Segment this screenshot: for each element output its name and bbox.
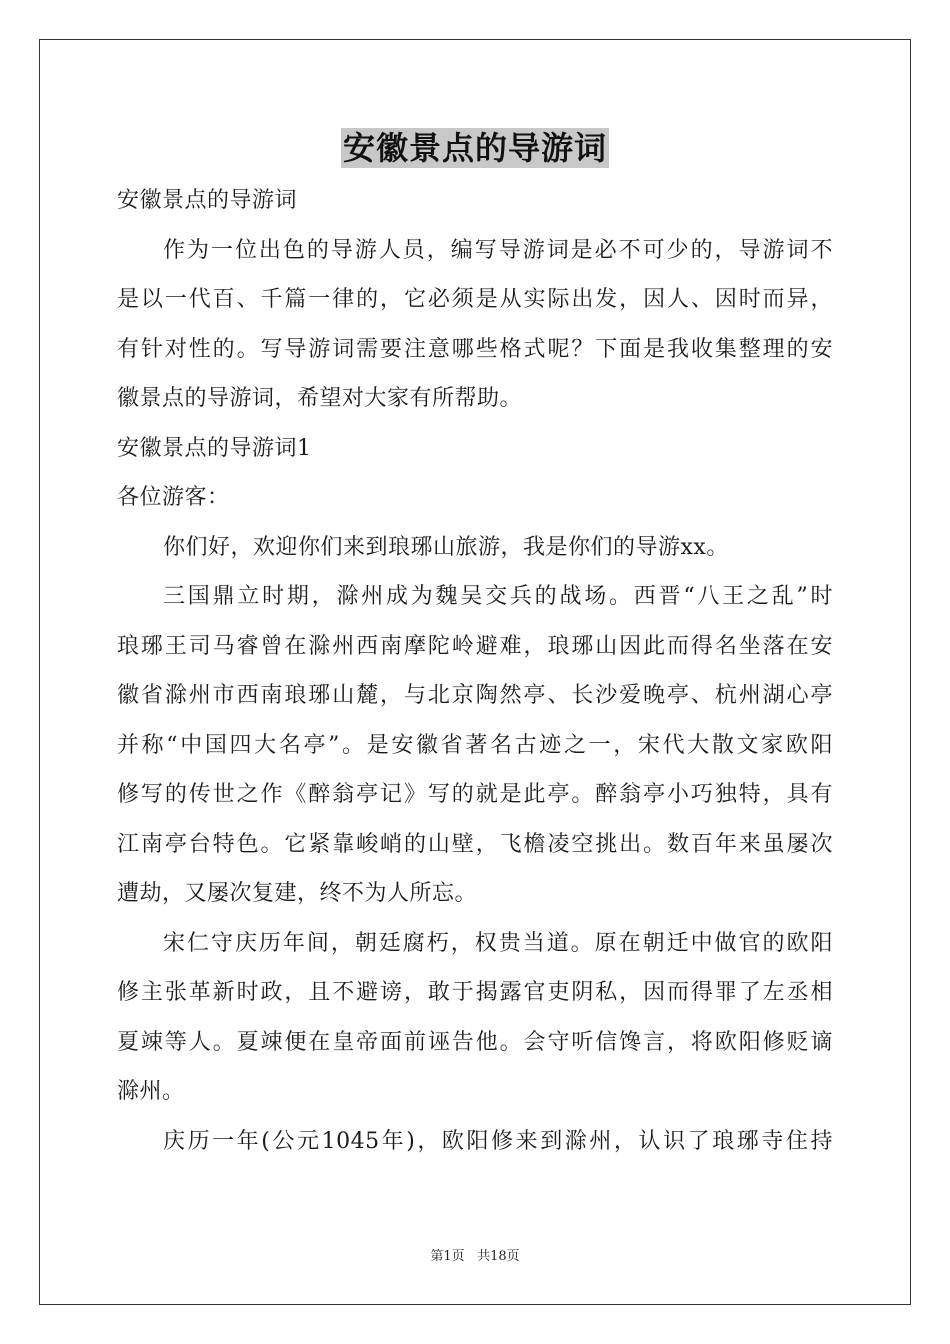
body-line: 徽景点的导游词，希望对大家有所帮助。 bbox=[117, 386, 523, 411]
section-heading: 安徽景点的导游词1 bbox=[117, 435, 312, 461]
page-footer bbox=[0, 1245, 950, 1264]
body-line: 修写的传世之作《醉翁亭记》写的就是此亭。醉翁亭小巧独特，具有 bbox=[117, 782, 833, 807]
body-line: 夏竦等人。夏竦便在皇帝面前诬告他。会守听信馋言，将欧阳修贬谪 bbox=[117, 1029, 833, 1055]
page-number: 第1页 bbox=[430, 1249, 465, 1264]
body-line: 滁州。 bbox=[117, 1079, 185, 1104]
body-line: 作为一位出色的导游人员，编写导游词是必不可少的，导游词不 bbox=[163, 237, 833, 263]
page-total: 共18页 bbox=[477, 1249, 520, 1264]
body-line: 你们好，欢迎你们来到琅琊山旅游，我是你们的导游xx。 bbox=[163, 534, 729, 560]
body-line: 修主张革新时政，且不避谤，敢于揭露官吏阴私，因而得罪了左丞相 bbox=[117, 980, 833, 1005]
document-body bbox=[117, 176, 833, 1166]
title-container bbox=[0, 128, 950, 168]
body-line: 是以一代百、千篇一律的，它必须是从实际出发，因人、因时而异， bbox=[117, 287, 833, 312]
body-line: 遭劫，又屡次复建，终不为人所忘。 bbox=[117, 881, 478, 906]
body-line: 并称“中国四大名亭”。是安徽省著名古迹之一，宋代大散文家欧阳 bbox=[117, 732, 833, 758]
body-line: 安徽景点的导游词 bbox=[117, 188, 298, 213]
greeting-line: 各位游客： bbox=[117, 485, 230, 510]
body-line: 有针对性的。写导游词需要注意哪些格式呢？下面是我收集整理的安 bbox=[117, 336, 833, 362]
body-line: 琅琊王司马睿曾在滁州西南摩陀岭避难，琅琊山因此而得名坐落在安 bbox=[117, 633, 833, 659]
document-title: 安徽景点的导游词 bbox=[342, 129, 607, 167]
body-line: 三国鼎立时期，滁州成为魏吴交兵的战场。西晋“八王之乱”时 bbox=[163, 584, 833, 609]
body-line: 庆历一年(公元1045年)，欧阳修来到滁州，认识了琅琊寺住持 bbox=[163, 1128, 833, 1154]
body-line: 徽省滁州市西南琅琊山麓，与北京陶然亭、长沙爱晚亭、杭州湖心亭 bbox=[117, 683, 833, 708]
body-line: 江南亭台特色。它紧靠峻峭的山壁，飞檐凌空挑出。数百年来虽屡次 bbox=[117, 831, 833, 857]
body-line: 宋仁守庆历年间，朝廷腐朽，权贵当道。原在朝迁中做官的欧阳 bbox=[163, 930, 833, 956]
